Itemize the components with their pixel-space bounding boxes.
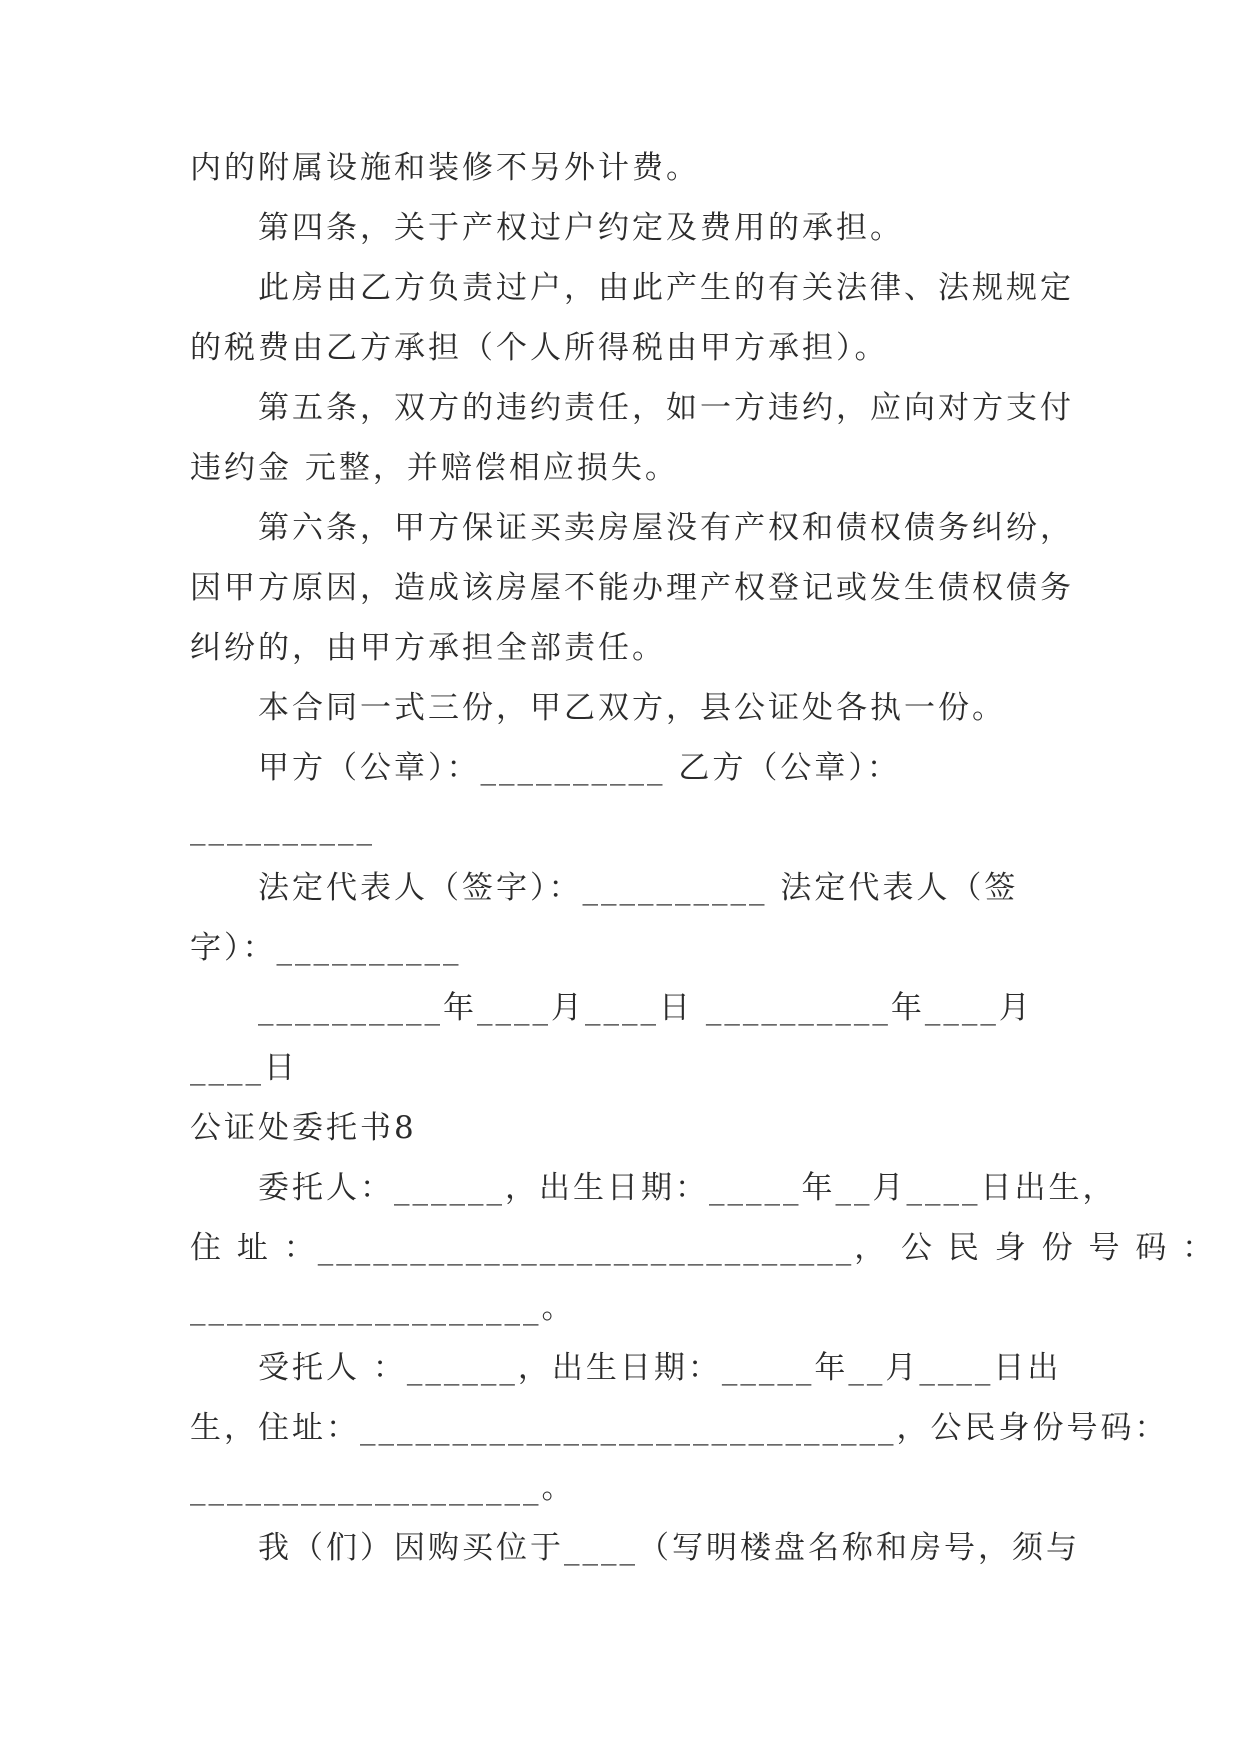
- signature-party-blank: __________: [190, 810, 375, 846]
- purchase-statement-line: 我（们）因购买位于____（写明楼盘名称和房号，须与: [258, 1530, 1080, 1566]
- signature-party-line: 甲方（公章）：__________ 乙方（公章）：: [258, 750, 901, 786]
- principal-line: 委托人：______，出生日期：_____年__月____日出生，: [258, 1170, 1117, 1206]
- text-line-8: 因甲方原因，造成该房屋不能办理产权登记或发生债权债务: [190, 570, 1074, 606]
- section-heading: 公证处委托书8: [190, 1110, 417, 1146]
- text-line-3: 此房由乙方负责过户，由此产生的有关法律、法规规定: [258, 270, 1074, 306]
- date-line-continued: ____日: [190, 1050, 298, 1086]
- agent-address-line: 生，住址：_____________________________，公民身份号码：: [190, 1410, 1169, 1446]
- text-line-1: 内的附属设施和装修不另外计费。: [190, 150, 700, 186]
- representative-line: 法定代表人（签字）：__________ 法定代表人（签: [258, 870, 1019, 906]
- text-line-2: 第四条，关于产权过户约定及费用的承担。: [258, 210, 904, 246]
- text-line-10: 本合同一式三份，甲乙双方，县公证处各执一份。: [258, 690, 1006, 726]
- date-line: __________年____月____日 __________年____月: [258, 990, 1033, 1026]
- principal-id-line: ___________________。: [190, 1290, 576, 1326]
- text-line-5: 第五条，双方的违约责任，如一方违约，应向对方支付: [258, 390, 1074, 426]
- text-line-6: 违约金 元整，并赔偿相应损失。: [190, 450, 679, 486]
- representative-blank: 字）：__________: [190, 930, 462, 966]
- text-line-9: 纠纷的，由甲方承担全部责任。: [190, 630, 666, 666]
- principal-address-line: 住 址 ：_____________________________， 公 民 身 份 号 码 ：: [190, 1230, 1217, 1266]
- agent-line: 受托人 ：______，出生日期：_____年__月____日出: [258, 1350, 1062, 1386]
- text-line-4: 的税费由乙方承担（个人所得税由甲方承担）。: [190, 330, 889, 366]
- agent-id-line: ___________________。: [190, 1470, 576, 1506]
- text-line-7: 第六条，甲方保证买卖房屋没有产权和债权债务纠纷，: [258, 510, 1074, 546]
